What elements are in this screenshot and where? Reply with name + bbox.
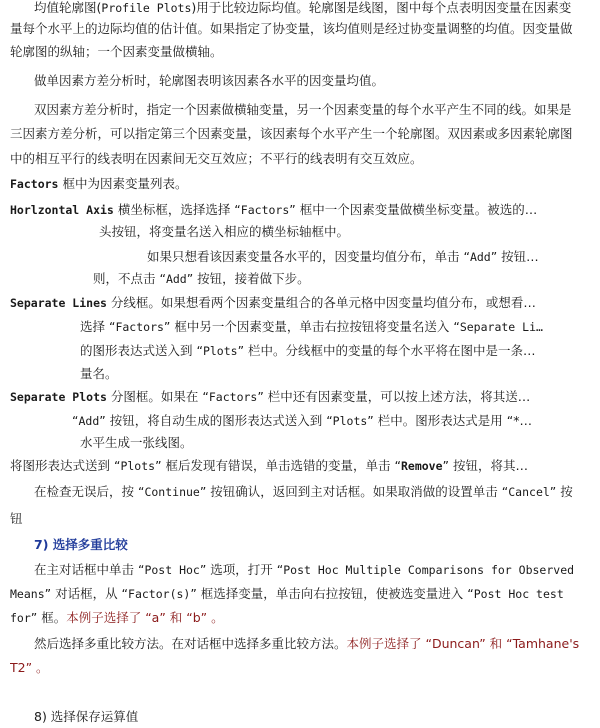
text-segment: Add bbox=[469, 250, 491, 264]
text-segment: Means bbox=[10, 587, 45, 601]
text-segment: T2” 。 bbox=[10, 660, 49, 675]
text-line bbox=[80, 319, 543, 336]
text-segment: ” 栏中。分线框中的变量的每个水平将在图中是一条… bbox=[237, 343, 536, 358]
text-segment: ” 栏中。图形表达式是用 “*… bbox=[367, 413, 532, 428]
text-segment: ” 框中一个因素变量做横坐标变量。被选的… bbox=[289, 202, 538, 217]
text-line bbox=[10, 126, 573, 143]
text-line bbox=[80, 343, 536, 360]
text-line bbox=[34, 73, 384, 90]
text-line bbox=[80, 366, 118, 383]
text-line bbox=[10, 176, 187, 193]
text-segment: 做单因素方差分析时，轮廓图表明该因素各水平的因变量均值。 bbox=[34, 73, 385, 88]
text-segment: 本例子选择了 “Duncan” 和 “Tamhane's bbox=[346, 636, 580, 651]
text-segment: ” 框。 bbox=[30, 610, 67, 625]
text-line bbox=[34, 636, 579, 653]
text-line bbox=[10, 44, 223, 61]
text-segment: 7) 选择多重比较 bbox=[34, 537, 128, 552]
text-segment: Horlzontal Axis bbox=[10, 203, 114, 217]
text-segment: ” 按钮，将自动生成的图形表达式送入到 “ bbox=[99, 413, 333, 428]
text-segment: Continue bbox=[144, 485, 200, 499]
text-segment: 本例子选择了 “a” 和 “b” 。 bbox=[66, 610, 224, 625]
text-segment: Separate Li… bbox=[459, 320, 543, 334]
text-segment: 则，不点击 “ bbox=[93, 271, 166, 286]
text-segment: ” 栏中还有因素变量，可以按上述方法，将其送… bbox=[257, 389, 531, 404]
text-segment: Factors bbox=[208, 390, 258, 404]
text-segment: 中的相互平行的线表明在因素间无交互效应；不平行的线表明有交互效应。 bbox=[10, 151, 423, 166]
text-segment: 量每个水平上的边际均值的估计值。如果指定了协变量，该均值则是经过协变量调整的均值。因变量做 bbox=[10, 21, 573, 36]
text-segment: ” 对话框，从 “ bbox=[44, 586, 129, 601]
text-segment: 双因素方差分析时，指定一个因素做横轴变量，另一个因素变量的每个水平产生不同的线。如果是 bbox=[34, 102, 572, 117]
text-segment: 将图形表达式送到 “ bbox=[10, 458, 121, 473]
text-line bbox=[34, 484, 573, 501]
text-line bbox=[93, 271, 310, 288]
text-line bbox=[10, 151, 423, 168]
text-segment: Factors bbox=[240, 203, 290, 217]
text-segment: 在检查无误后，按 “ bbox=[34, 484, 145, 499]
text-segment: 然后选择多重比较方法。在对话框中选择多重比较方法。 bbox=[34, 636, 347, 651]
text-segment: Post Hoc test bbox=[473, 587, 564, 601]
text-segment: ” 按钮，将其… bbox=[442, 458, 528, 473]
text-segment: Post Hoc bbox=[144, 563, 200, 577]
text-segment: ” 框后发现有错误，单击选错的变量，单击 “ bbox=[155, 458, 401, 473]
text-line bbox=[10, 610, 224, 627]
text-segment: 分图框。如果在 “ bbox=[106, 389, 209, 404]
text-line bbox=[99, 224, 349, 241]
text-segment: Factors bbox=[10, 177, 59, 191]
text-segment: for bbox=[10, 611, 31, 625]
text-segment: 分线框。如果想看两个因素变量组合的各单元格中因变量均值分布，或想看… bbox=[106, 295, 536, 310]
text-segment: Add bbox=[78, 414, 100, 428]
text-segment: Profile Plots bbox=[101, 1, 192, 15]
text-segment: 的图形表达式送入到 “ bbox=[80, 343, 203, 358]
text-segment: Factors bbox=[115, 320, 164, 334]
text-line bbox=[10, 21, 573, 38]
text-segment: 钮 bbox=[10, 511, 23, 526]
text-segment: 头按钮，将变量名送入相应的横坐标轴框中。 bbox=[99, 224, 350, 239]
text-segment: Post Hoc Multiple Comparisons for Observed bbox=[283, 563, 575, 577]
text-segment: 水平生成一张线图。 bbox=[80, 435, 193, 450]
text-line bbox=[147, 249, 539, 266]
section-heading bbox=[34, 537, 128, 554]
text-segment: ” 框选择变量，单击向右拉按钮，使被选变量进入 “ bbox=[190, 586, 474, 601]
text-segment: 量名。 bbox=[80, 366, 118, 381]
text-segment: ” 框中另一个因素变量，单击右拉按钮将变量名送入 “ bbox=[163, 319, 460, 334]
text-line bbox=[34, 562, 574, 579]
text-segment: ” 按钮，接着做下步。 bbox=[186, 271, 310, 286]
text-segment: 选择 “ bbox=[80, 319, 116, 334]
text-segment: 轮廓图的纵轴；一个因素变量做横轴。 bbox=[10, 44, 223, 59]
text-segment: ” 按钮… bbox=[490, 249, 539, 264]
text-segment: “ bbox=[72, 413, 79, 428]
text-segment: Cancel bbox=[508, 485, 550, 499]
text-line bbox=[10, 660, 49, 677]
text-line bbox=[10, 458, 528, 475]
text-segment: Plots bbox=[202, 344, 238, 358]
text-line bbox=[34, 102, 572, 119]
text-segment: Remove bbox=[400, 459, 443, 473]
text-segment: Plots bbox=[332, 414, 368, 428]
text-segment: 框中为因素变量列表。 bbox=[58, 176, 188, 191]
text-segment: 三因素方差分析，可以指定第三个因素变量，该因素每个水平产生一个轮廓图。双因素或多因素轮廓图 bbox=[10, 126, 573, 141]
text-segment: Factor(s) bbox=[128, 587, 191, 601]
text-segment: )用于比较边际均值。轮廓图是线图，图中每个点表明因变量在因素变 bbox=[191, 0, 572, 15]
text-line bbox=[34, 0, 571, 17]
text-segment: 在主对话框中单击 “ bbox=[34, 562, 145, 577]
text-segment: Add bbox=[165, 272, 187, 286]
text-line bbox=[10, 389, 530, 406]
text-line bbox=[10, 511, 23, 528]
text-segment: Separate Plots bbox=[10, 390, 107, 404]
text-segment: 8) 选择保存运算值 bbox=[34, 709, 139, 724]
text-segment: 如果只想看该因素变量各水平的，因变量均值分布，单击 “ bbox=[147, 249, 470, 264]
text-line bbox=[80, 435, 193, 452]
text-line bbox=[10, 202, 537, 219]
section-heading bbox=[34, 709, 138, 726]
text-segment: ” 按钮确认，返回到主对话框。如果取消做的设置单击 “ bbox=[199, 484, 509, 499]
text-line bbox=[10, 295, 536, 312]
text-segment: ” 按 bbox=[549, 484, 573, 499]
text-segment: Separate Lines bbox=[10, 296, 107, 310]
text-segment: 横坐标框，选择选择 “ bbox=[113, 202, 241, 217]
text-segment: 均值轮廓图( bbox=[34, 0, 102, 15]
text-line bbox=[72, 413, 532, 430]
text-line bbox=[10, 586, 564, 603]
text-segment: Plots bbox=[120, 459, 156, 473]
text-segment: ” 选项，打开 “ bbox=[199, 562, 284, 577]
